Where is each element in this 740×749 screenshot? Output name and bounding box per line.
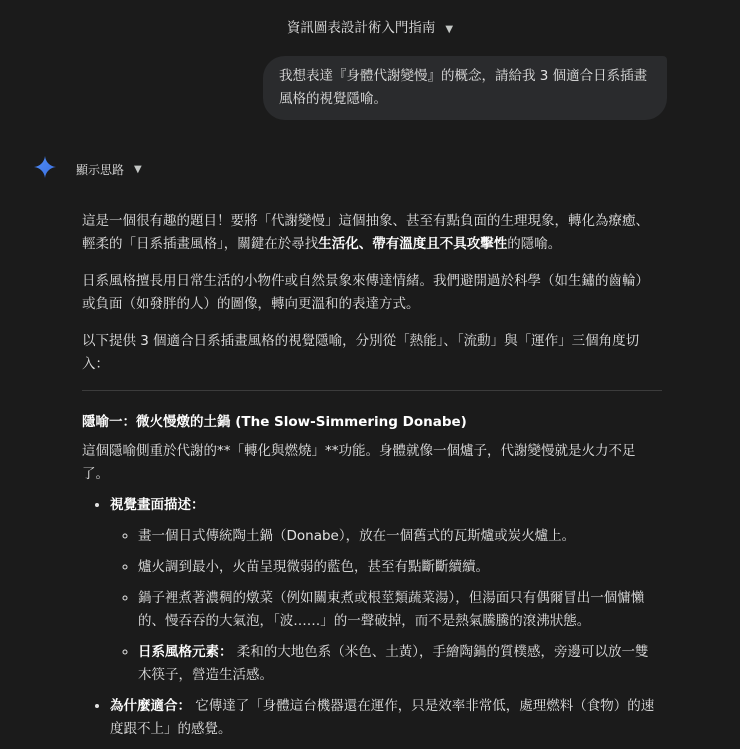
list-item: ◦ 鍋子裡煮著濃稠的燉菜（例如關東煮或根莖類蔬菜湯），但湯面只有偶爾冒出一個慵懶的、慢吞吞的大氣泡，「波……」的一聲破掉，而不是熱氣騰騰的滾沸狀態。 [138, 587, 662, 633]
intro-paragraph [82, 210, 662, 256]
text: 柔和的大地色系（米色、土黃），手繪陶鍋的質樸感，旁邊可以放一雙木筷子，營造生活感。 [138, 644, 649, 683]
paragraph: 以下提供 3 個適合日系插畫風格的視覺隱喻，分別從「熱能」、「流動」與「運作」三個角度切入： [82, 333, 640, 372]
divider [82, 390, 662, 391]
list-item: ◦ 爐火調到最小，火苗呈現微弱的藍色，甚至有點斷斷續續。 [138, 556, 662, 579]
list-item [110, 695, 662, 741]
list-label: 視覺畫面描述： [110, 497, 205, 513]
chevron-down-icon: ▼ [445, 24, 454, 35]
model-response [82, 210, 662, 749]
conversation-title-menu[interactable] [0, 16, 740, 36]
list-item [110, 494, 662, 687]
show-thinking-toggle[interactable] [34, 156, 142, 182]
chevron-down-icon: ▼ [134, 163, 142, 175]
conversation-title: 資訊圖表設計術入門指南 [286, 20, 436, 36]
list-item [138, 641, 662, 687]
paragraph: 日系風格擅長用日常生活的小物件或自然景象來傳達情緒。我們避開過於科學（如生鏽的齒輪）或負面（如發胖的人）的圖像，轉向更溫和的表達方式。 [82, 273, 649, 312]
bold-text: 生活化、帶有溫度且不具攻擊性 [318, 236, 508, 252]
list-item: ◦ 畫一個日式傳統陶土鍋（Donabe），放在一個舊式的瓦斯爐或炭火爐上。 [138, 525, 662, 548]
list-label: 為什麼適合： [110, 698, 191, 714]
user-message: 我想表達『身體代謝變慢』的概念，請給我 3 個適合日系插畫風格的視覺隱喻。 [263, 56, 667, 120]
metaphor-description: 這個隱喻側重於代謝的**「轉化與燃燒」**功能。身體就像一個爐子，代謝變慢就是火力不足了。 [82, 443, 636, 482]
text: 這是一個很有趣的題目！要將「代謝變慢」這個抽象、甚至有點負面的生理現象，轉化為療癒、輕柔的「日系插畫風格」，關鍵在於尋找 [82, 213, 649, 252]
text: 它傳達了「身體這台機器還在運作，只是效率非常低，處理燃料（食物）的速度跟不上」的感覺。 [110, 698, 655, 737]
metaphor-heading [82, 411, 662, 434]
text: 的隱喻。 [507, 236, 562, 252]
show-thinking-label: 顯示思路 [76, 162, 125, 177]
list-label: 日系風格元素： [138, 644, 233, 660]
gemini-sparkle-icon [34, 156, 56, 182]
heading-text: 隱喻一：微火慢燉的土鍋 (The Slow-Simmering Donabe) [82, 414, 467, 430]
